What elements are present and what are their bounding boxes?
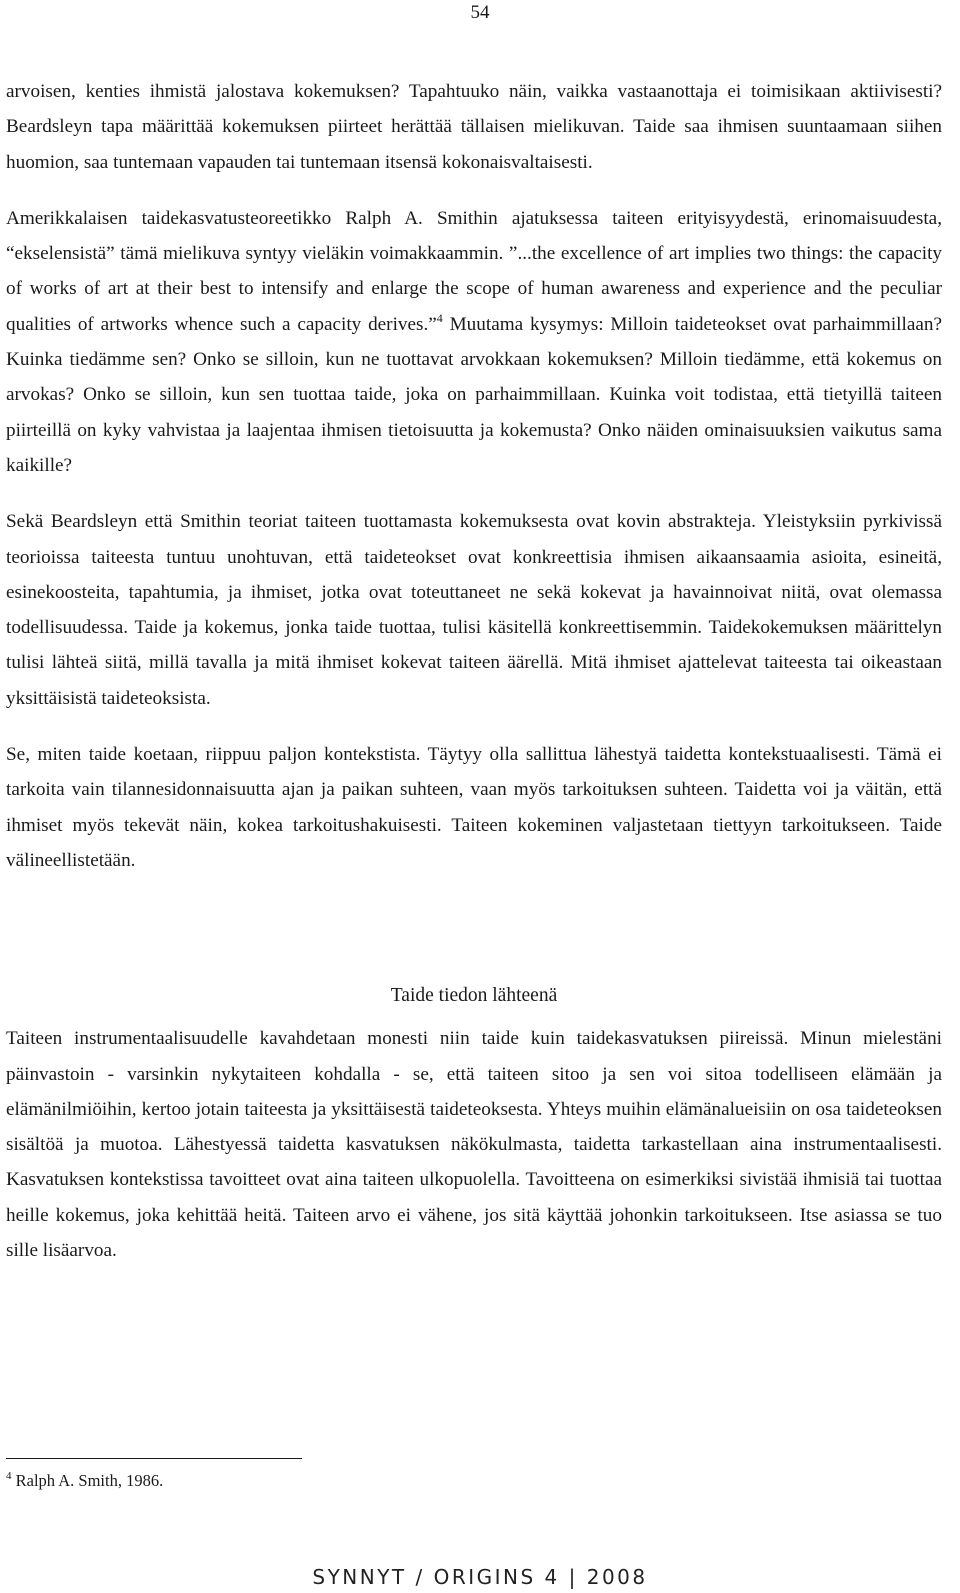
paragraph-2-text: Amerikkalaisen taidekasvatusteoreetikko Ralph A. Smithin ajatuksessa taiteen erityisyydestä, erinomaisuudesta, “ekselensistä” tämä mielikuva syntyy vieläkin voimakkaammin. ”...the excellence of art implies two things: the capacity of works of art at their best to intensify and enlarge the scope of human awareness and experience and the peculiar qualities of artworks whence such a capacity derives.” [6, 207, 942, 335]
paragraph-2-continuation: Muutama kysymys: Milloin taideteokset ovat parhaimmillaan? Kuinka tiedämme sen? Onko se silloin, kun ne tuottavat arvokkaan kokemuksen? Milloin tiedämme, että kokemus on arvokas? Onko se silloin, kun sen tuottaa taide, joka on parhaimmillaan. Kuinka voit todistaa, että tietyillä taiteen piirteillä on kyky vahvistaa ja laajentaa ihmisen tietoisuutta ja kokemusta? Onko näiden ominaisuuksien vaikutus sama kaikille? [6, 313, 942, 476]
paragraph-3: Sekä Beardsleyn että Smithin teoriat taiteen tuottamasta kokemuksesta ovat kovin abstrakteja. Yleistyksiin pyrkivissä teorioissa taiteesta tuntuu unohtuvan, että taideteokset ovat konkreettisia ihmisen aikaansaamia asioita, esineitä, esinekoosteita, tapahtumia, ja ihmiset, jotka ovat toteuttaneet ne sekä kokevat ja havainnoivat niitä, ovat olemassa todellisuudessa. Taide ja kokemus, jonka taide tuottaa, tulisi käsitellä konkreettisemmin. Taidekokemuksen määrittelyn tulisi lähteä siitä, millä tavalla ja mitä ihmiset kokevat taiteen äärellä. Mitä ihmiset ajattelevat taiteesta tai oikeastaan yksittäisistä taideteoksista. [6, 511, 942, 709]
footnote [6, 1469, 163, 1493]
page-number: 54 [470, 2, 490, 23]
footnote-marker: 4 [6, 1470, 12, 1482]
paragraph-4: Se, miten taide koetaan, riippuu paljon kontekstista. Täytyy olla sallittua lähestyä taidetta kontekstuaalisesti. Tämä ei tarkoita vain tilannesidonnaisuutta ajan ja paikan suhteen, vaan myös tarkoituksen suhteen. Taidetta voi ja väitän, että ihmiset myös tekevät näin, kokea tarkoitushakuisesti. Taiteen kokeminen valjastetaan tiettyyn tarkoitukseen. Taide välineellistetään. [6, 744, 942, 871]
section-heading: Taide tiedon lähteenä [390, 985, 558, 1007]
footnote-reference[interactable]: 4 [436, 310, 443, 325]
document-body [6, 74, 942, 1289]
footnote-divider [6, 1458, 302, 1459]
footnote-text: Ralph A. Smith, 1986. [11, 1471, 164, 1490]
paragraph-1: arvoisen, kenties ihmistä jalostava kokemuksen? Tapahtuuko näin, vaikka vastaanottaja ei toimisikaan aktiivisesti? Beardsleyn tapa määrittää kokemuksen piirteet herättää tällaisen mielikuvan. Taide saa ihmisen suuntaamaan siihen huomion, saa tuntemaan vapauden tai tuntemaan itsensä kokonaisvaltaisesti. [6, 81, 942, 173]
paragraph-2 [6, 201, 942, 483]
journal-footer: SYNNYT / ORIGINS 4 | 2008 [312, 1565, 648, 1589]
section-paragraph: Taiteen instrumentaalisuudelle kavahdetaan monesti niin taide kuin taidekasvatuksen piireissä. Minun mielestäni päinvastoin - varsinkin nykytaiteen kohdalla - se, että taiteen sitoo ja sen voi sitoa todelliseen elämään ja elämänilmiöihin, kertoo jotain taiteesta ja yksittäisestä taideteoksesta. Yhteys muihin elämänalueisiin on osa taideteoksen sisältöä ja muotoa. Lähestyessä taidetta kasvatuksen näkökulmasta, taidetta tarkastellaan aina instrumentaalisesti. Kasvatuksen kontekstissa tavoitteet ovat aina taiteen ulkopuolella. Tavoitteena on esimerkiksi sivistää ihmisiä tai tuottaa heille kokemus, joka kehittää heitä. Taiteen arvo ei vähene, jos sitä käyttää johonkin tarkoitukseen. Itse asiassa se tuo sille lisäarvoa. [6, 1028, 942, 1262]
